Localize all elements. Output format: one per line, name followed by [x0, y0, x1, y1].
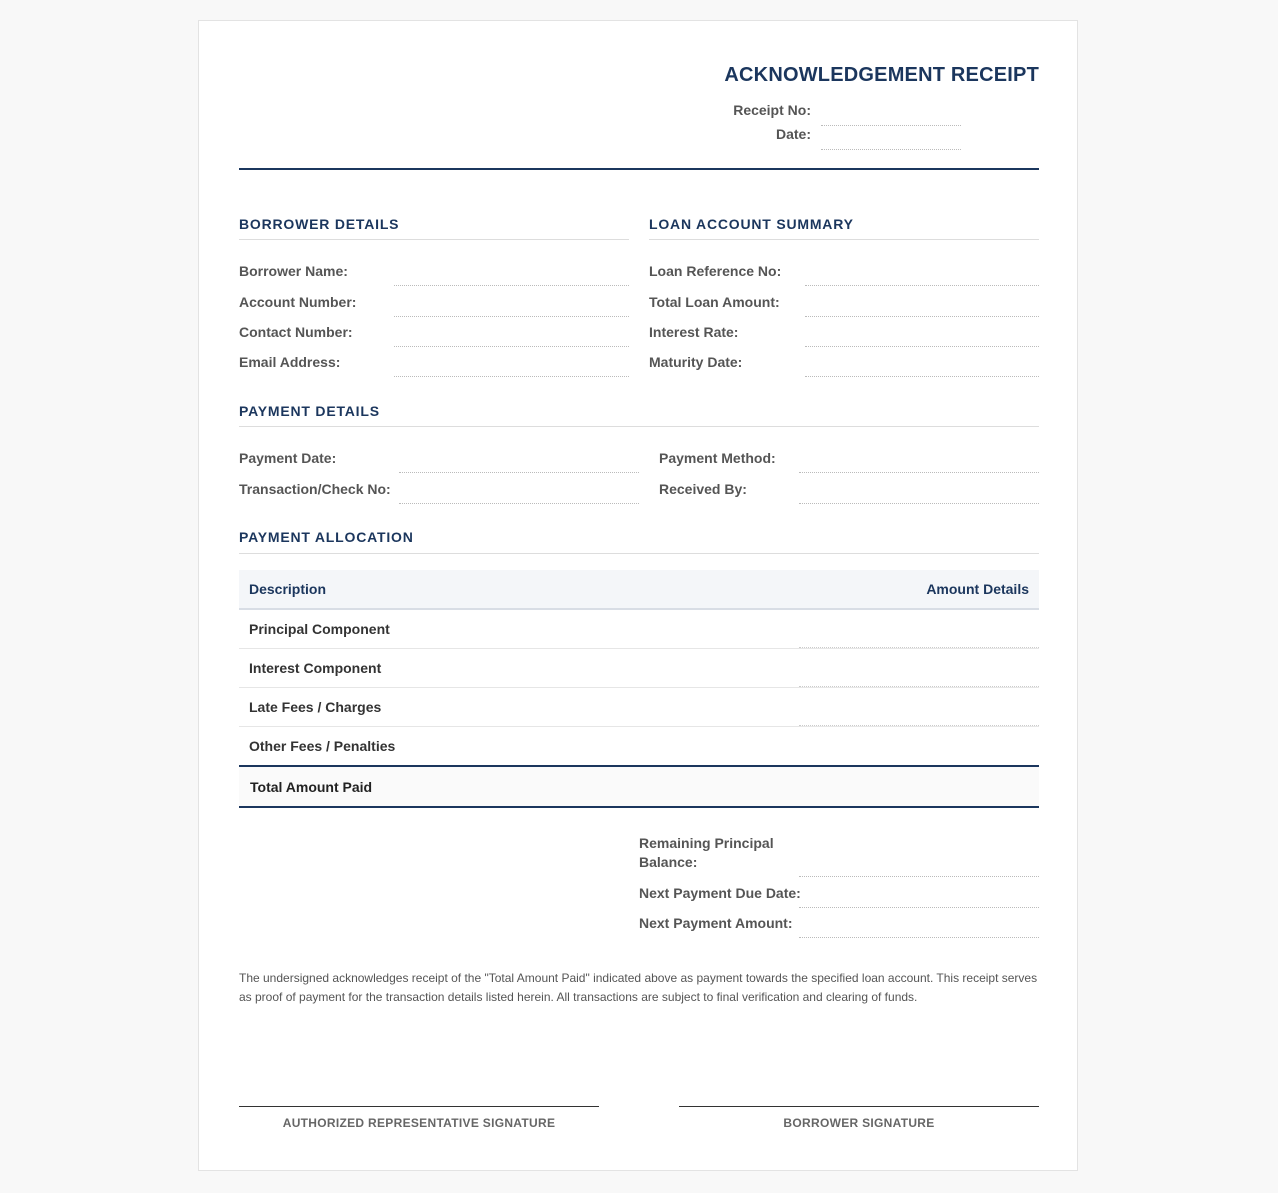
- date-field[interactable]: [821, 126, 961, 150]
- receipt-no-field[interactable]: [821, 102, 961, 126]
- loan-summary-title: LOAN ACCOUNT SUMMARY: [649, 216, 854, 232]
- representative-signature-label: AUTHORIZED REPRESENTATIVE SIGNATURE: [282, 1116, 556, 1130]
- remaining-balance-label: Remaining Principal Balance:: [639, 835, 774, 870]
- other-fees-amount[interactable]: [799, 727, 1039, 765]
- interest-rate-field[interactable]: [805, 323, 1039, 347]
- description-header: Description: [249, 581, 327, 597]
- transaction-no-field[interactable]: [399, 480, 639, 504]
- next-due-date-row: [639, 884, 1039, 908]
- total-loan-amount-row: [649, 293, 1039, 317]
- allocation-table: [239, 570, 1039, 808]
- receipt-content: [239, 21, 1039, 1170]
- other-fees-label: Other Fees / Penalties: [249, 738, 396, 754]
- next-payment-amount-row: [639, 914, 1039, 938]
- payment-date-row: [239, 449, 639, 473]
- next-payment-amount-field[interactable]: [799, 914, 1039, 938]
- received-by-row: [659, 480, 1039, 504]
- amount-details-header: Amount Details: [926, 581, 1029, 597]
- table-row: [239, 610, 1039, 649]
- remaining-balance-field[interactable]: [799, 834, 1039, 877]
- representative-signature-line[interactable]: [239, 1106, 599, 1130]
- email-address-row: [239, 353, 629, 377]
- receipt-no-row: [719, 102, 961, 126]
- payment-date-field[interactable]: [399, 449, 639, 473]
- interest-rate-row: [649, 323, 1039, 347]
- date-row: [719, 126, 961, 150]
- account-number-row: [239, 293, 629, 317]
- table-row: [239, 688, 1039, 727]
- receipt-page: [198, 20, 1078, 1171]
- borrower-details-title: BORROWER DETAILS: [239, 216, 400, 232]
- payment-allocation-title: PAYMENT ALLOCATION: [239, 529, 414, 545]
- payment-details-divider: [239, 426, 1039, 427]
- email-address-label: Email Address:: [239, 354, 341, 370]
- loan-reference-row: [649, 262, 1039, 286]
- next-payment-amount-label: Next Payment Amount:: [639, 915, 793, 931]
- email-address-field[interactable]: [394, 353, 629, 377]
- maturity-date-row: [649, 353, 1039, 377]
- received-by-field[interactable]: [799, 480, 1039, 504]
- table-row: [239, 649, 1039, 688]
- payment-method-label: Payment Method:: [659, 450, 776, 466]
- contact-number-row: [239, 323, 629, 347]
- borrower-name-row: [239, 262, 629, 286]
- loan-reference-field[interactable]: [805, 262, 1039, 286]
- transaction-no-label: Transaction/Check No:: [239, 481, 391, 497]
- transaction-no-row: [239, 480, 639, 504]
- borrower-name-label: Borrower Name:: [239, 263, 348, 279]
- interest-rate-label: Interest Rate:: [649, 324, 739, 340]
- table-row: [239, 727, 1039, 765]
- payment-details-title: PAYMENT DETAILS: [239, 403, 380, 419]
- contact-number-label: Contact Number:: [239, 324, 353, 340]
- principal-component-label: Principal Component: [249, 621, 390, 637]
- receipt-no-label: Receipt No:: [733, 102, 811, 118]
- interest-component-amount[interactable]: [799, 649, 1039, 687]
- loan-reference-label: Loan Reference No:: [649, 263, 782, 279]
- header-divider: [239, 168, 1039, 170]
- total-loan-amount-field[interactable]: [805, 293, 1039, 317]
- principal-component-amount[interactable]: [799, 610, 1039, 648]
- late-fees-amount[interactable]: [799, 688, 1039, 726]
- total-amount-label: Total Amount Paid: [250, 779, 373, 795]
- maturity-date-label: Maturity Date:: [649, 354, 743, 370]
- payment-method-field[interactable]: [799, 449, 1039, 473]
- contact-number-field[interactable]: [394, 323, 629, 347]
- total-amount-row: [239, 765, 1039, 808]
- interest-component-label: Interest Component: [249, 660, 382, 676]
- payment-date-label: Payment Date:: [239, 450, 337, 466]
- borrower-details-divider: [239, 239, 629, 240]
- borrower-signature-label: BORROWER SIGNATURE: [783, 1116, 935, 1130]
- payment-allocation-divider: [239, 553, 1039, 554]
- late-fees-label: Late Fees / Charges: [249, 699, 382, 715]
- borrower-signature-line[interactable]: [679, 1106, 1039, 1130]
- loan-summary-divider: [649, 239, 1039, 240]
- received-by-label: Received By:: [659, 481, 747, 497]
- allocation-table-header: [239, 570, 1039, 610]
- borrower-name-field[interactable]: [394, 262, 629, 286]
- date-label: Date:: [775, 126, 811, 142]
- account-number-label: Account Number:: [239, 294, 357, 310]
- next-due-date-label: Next Payment Due Date:: [639, 885, 801, 901]
- account-number-field[interactable]: [394, 293, 629, 317]
- next-due-date-field[interactable]: [799, 884, 1039, 908]
- maturity-date-field[interactable]: [805, 353, 1039, 377]
- payment-method-row: [659, 449, 1039, 473]
- remaining-balance-row: [639, 834, 1039, 877]
- acknowledgement-note: The undersigned acknowledges receipt of the "Total Amount Paid" indicated above as payment towards the specified loan account. This receipt serves as proof of payment for the transaction details listed herein. All transactions are subject to final verification and clearing of funds.: [239, 971, 1038, 1004]
- total-loan-amount-label: Total Loan Amount:: [649, 294, 780, 310]
- document-title: ACKNOWLEDGEMENT RECEIPT: [724, 64, 1039, 86]
